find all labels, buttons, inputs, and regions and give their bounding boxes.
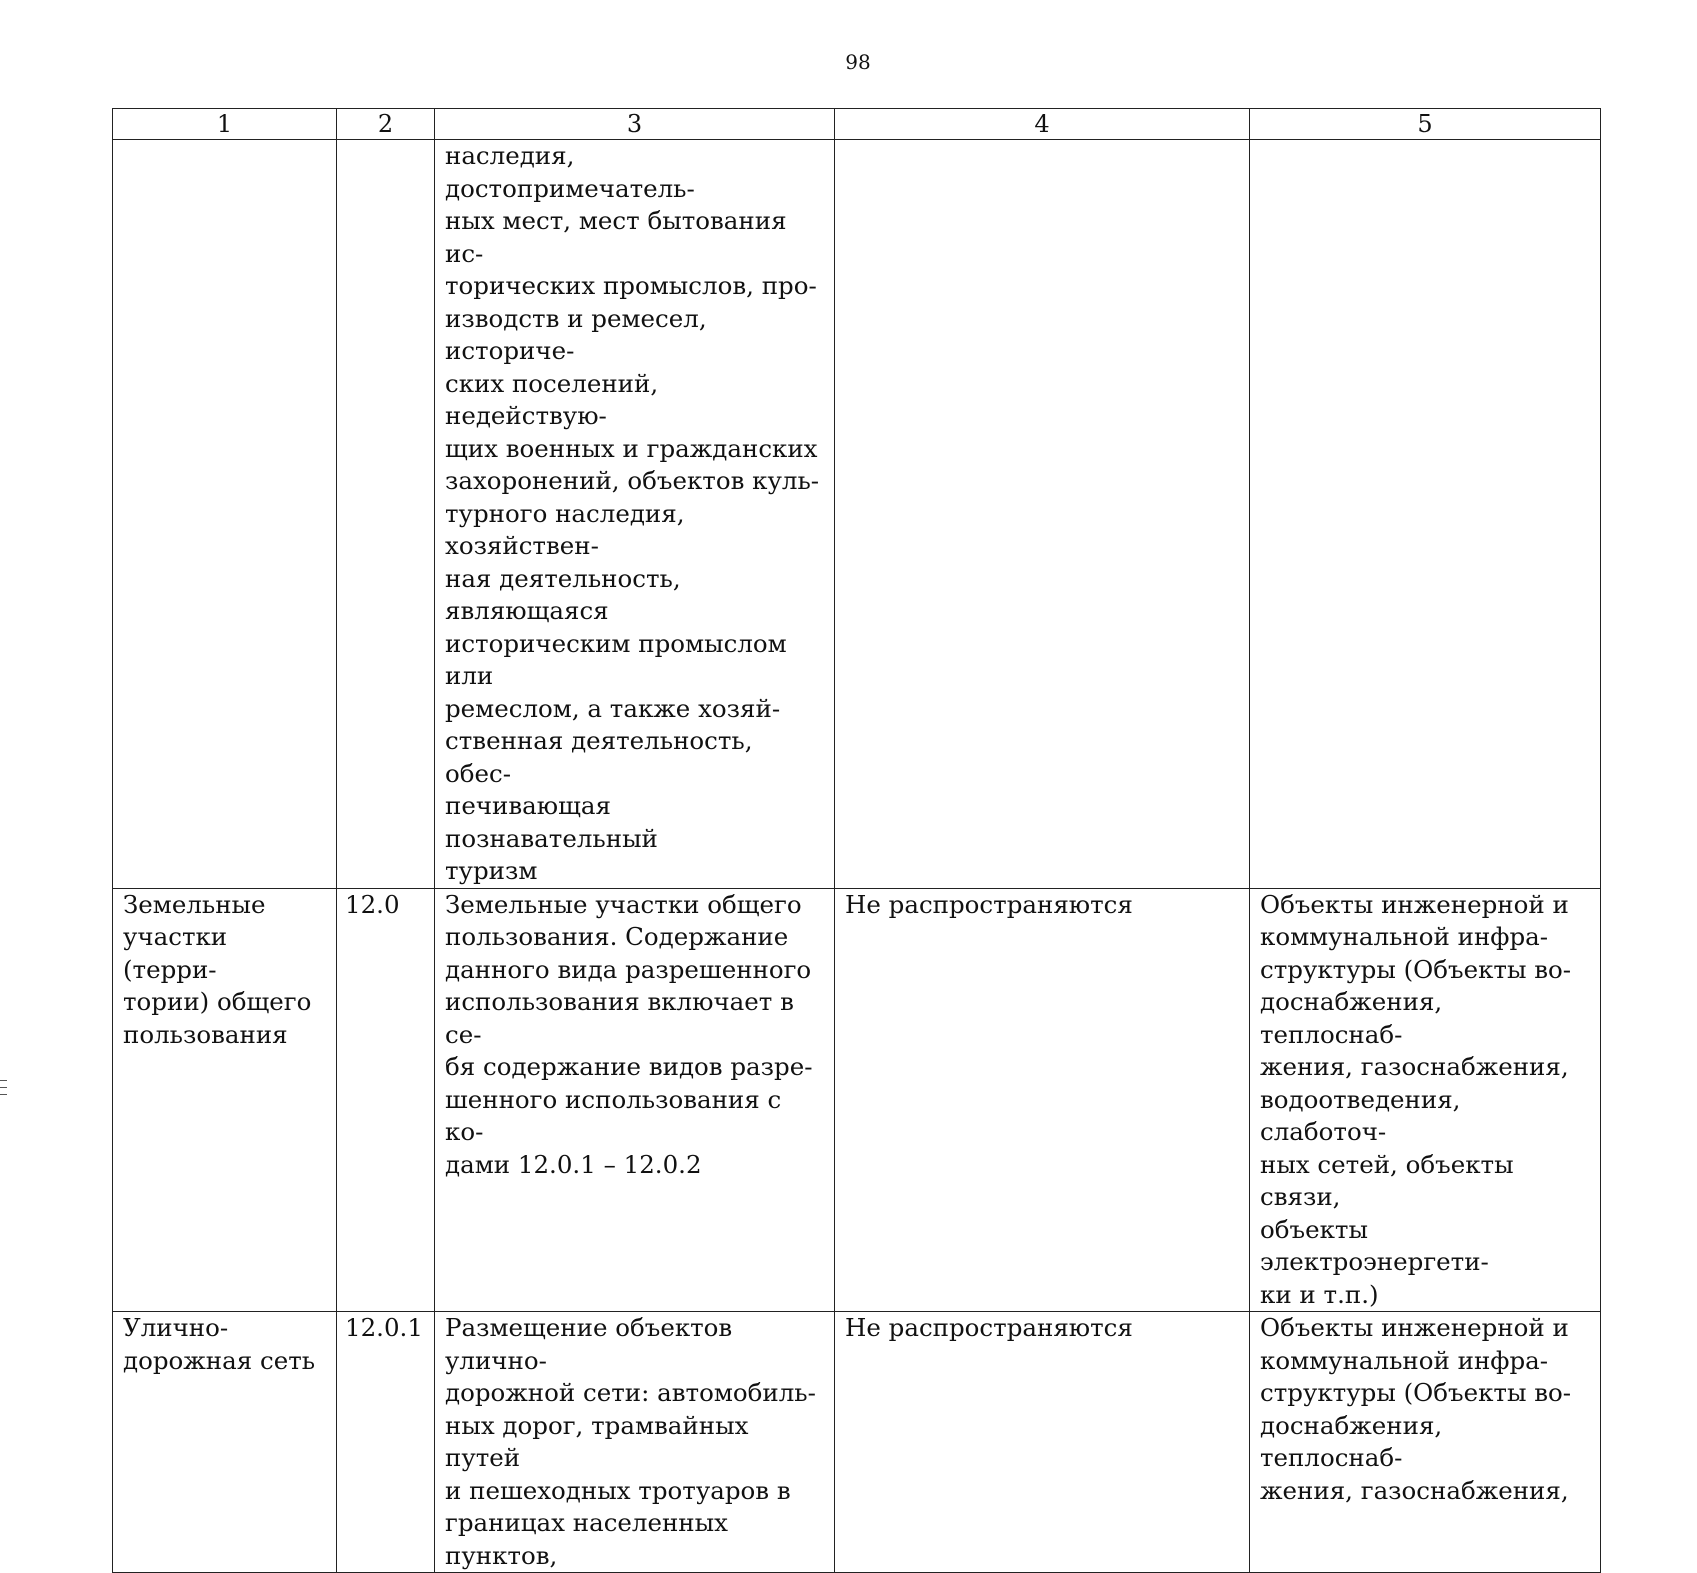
table-header-row bbox=[113, 109, 1601, 140]
cell-name: Земельные участки (терри- тории) общего пользования bbox=[113, 888, 337, 1312]
cell-description: Земельные участки общего пользования. Содержание данного вида разрешенного использования включает в се- бя содержание видов разре- шенного использования с ко- дами 12.0.1 – 12.0.2 bbox=[435, 888, 835, 1312]
cell-code bbox=[337, 140, 435, 889]
scan-edge-marks bbox=[0, 1080, 7, 1101]
column-header-5: 5 bbox=[1250, 109, 1601, 140]
column-header-4: 4 bbox=[835, 109, 1250, 140]
page-number: 98 bbox=[845, 50, 871, 74]
table-row bbox=[113, 1312, 1601, 1573]
cell-col5: Объекты инженерной и коммунальной инфра- структуры (Объекты во- доснабжения, теплоснаб- жения, газоснабжения, bbox=[1250, 1312, 1601, 1573]
cell-col5 bbox=[1250, 140, 1601, 889]
cell-col4: Не распространяются bbox=[835, 1312, 1250, 1573]
column-header-2: 2 bbox=[337, 109, 435, 140]
cell-col5: Объекты инженерной и коммунальной инфра- структуры (Объекты во- доснабжения, теплоснаб- жения, газоснабжения, водоотведения, слаботоч- ных сетей, объекты связи, объекты электроэнергети- ки и т.п.) bbox=[1250, 888, 1601, 1312]
cell-description: Размещение объектов улично- дорожной сети: автомобиль- ных дорог, трамвайных путей и пешеходных тротуаров в границах населенных пунктов, bbox=[435, 1312, 835, 1573]
cell-col4 bbox=[835, 140, 1250, 889]
table-row bbox=[113, 140, 1601, 889]
cell-code: 12.0 bbox=[337, 888, 435, 1312]
cell-col4: Не распространяются bbox=[835, 888, 1250, 1312]
column-header-3: 3 bbox=[435, 109, 835, 140]
column-header-1: 1 bbox=[113, 109, 337, 140]
regulations-table bbox=[112, 108, 1601, 1573]
table-row bbox=[113, 888, 1601, 1312]
cell-code: 12.0.1 bbox=[337, 1312, 435, 1573]
cell-description: наследия, достопримечатель- ных мест, мест бытования ис- торических промыслов, про- изводств и ремесел, историче- ских поселений, недействую- щих военных и гражданских захоронений, объектов куль- турного наследия, хозяйствен- ная деятельность, являющаяся историческим промыслом или ремеслом, а также хозяй- ственная деятельность, обес- печивающая познавательный туризм bbox=[435, 140, 835, 889]
cell-name bbox=[113, 140, 337, 889]
cell-name: Улично- дорожная сеть bbox=[113, 1312, 337, 1573]
